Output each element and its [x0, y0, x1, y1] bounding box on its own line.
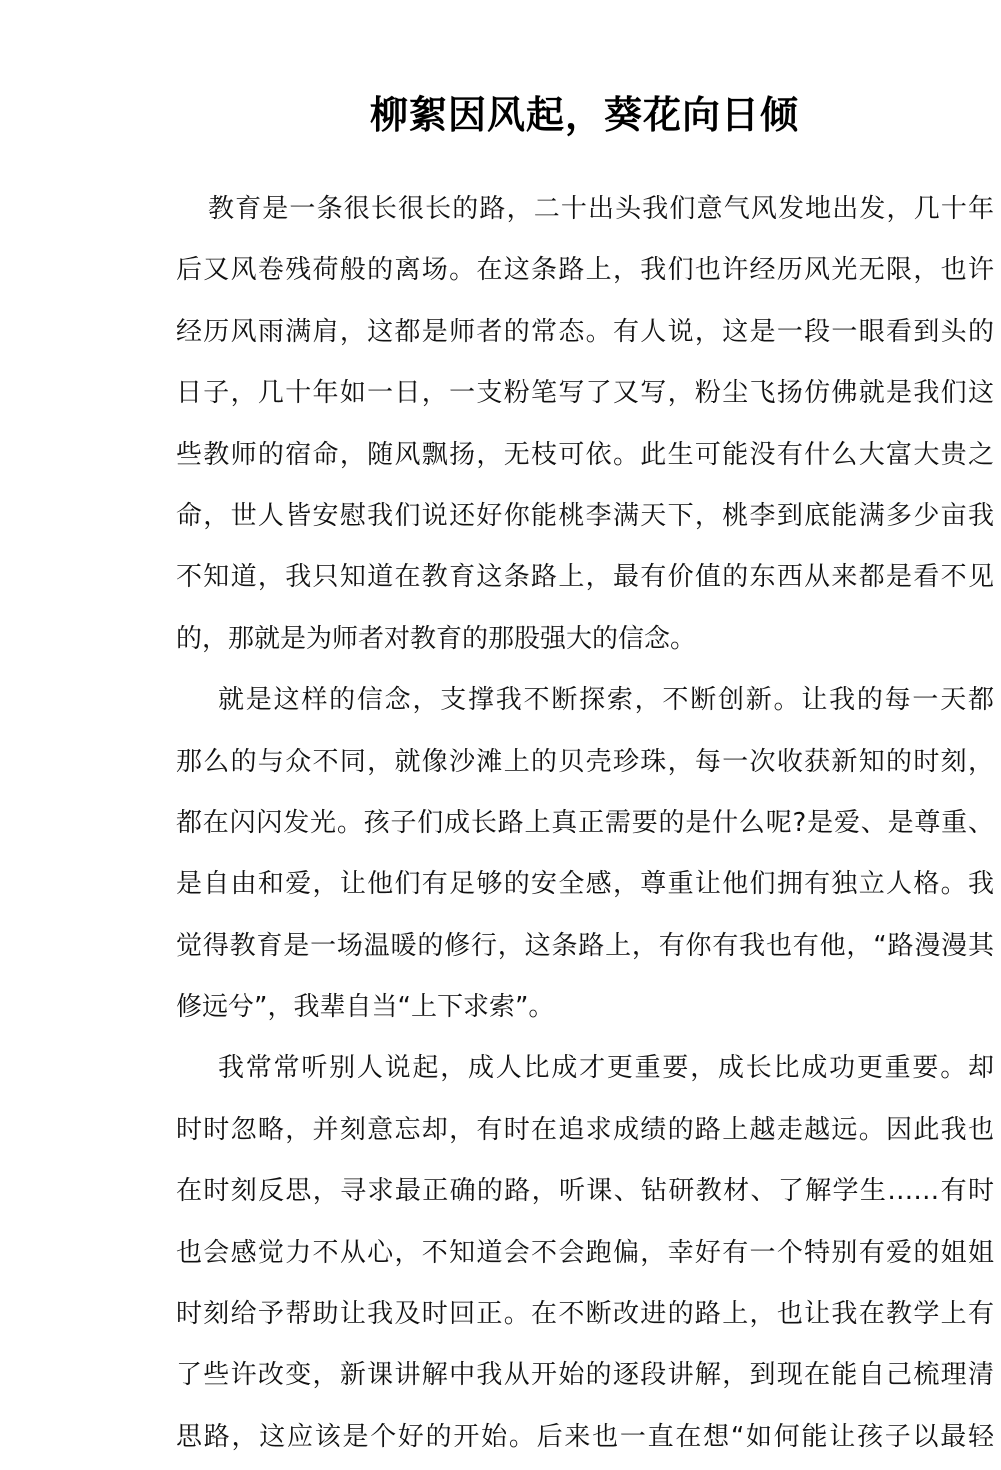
paragraph-line: 些教师的宿命，随风飘扬，无枝可依。此生可能没有什么大富大贵之 [176, 439, 994, 470]
paragraph-line: 是自由和爱，让他们有足够的安全感，尊重让他们拥有独立人格。我 [176, 869, 994, 900]
paragraph-line: 经历风雨满肩，这都是师者的常态。有人说，这是一段一眼看到头的 [176, 316, 994, 347]
paragraph-line: 那么的与众不同，就像沙滩上的贝壳珍珠，每一次收获新知的时刻， [176, 746, 994, 777]
paragraph-3 [176, 1040, 994, 1470]
paragraph-line: 时时忽略，并刻意忘却，有时在追求成绩的路上越走越远。因此我也 [176, 1114, 994, 1145]
paragraph-line: 命，世人皆安慰我们说还好你能桃李满天下，桃李到底能满多少亩我 [176, 500, 994, 531]
document-title: 柳絮因风起，葵花向日倾 [369, 93, 799, 137]
paragraph-line: 都在闪闪发光。孩子们成长路上真正需要的是什么呢?是爱、是尊重、 [176, 807, 994, 838]
paragraph-line: 在时刻反思，寻求最正确的路，听课、钻研教材、了解学生……有时 [176, 1176, 994, 1207]
paragraph-line: 教育是一条很长很长的路，二十出头我们意气风发地出发，几十年 [208, 194, 994, 224]
paragraph-line: 思路，这应该是个好的开始。后来也一直在想“如何能让孩子以最轻 [176, 1421, 994, 1452]
paragraph-1 [176, 181, 994, 672]
paragraph-line: 也会感觉力不从心，不知道会不会跑偏，幸好有一个特别有爱的姐姐 [176, 1237, 994, 1268]
paragraph-2 [176, 672, 994, 1040]
paragraph-line: 修远兮”，我辈自当“上下求索”。 [176, 992, 555, 1023]
paragraph-line: 我常常听别人说起，成人比成才更重要，成长比成功更重要。却 [218, 1053, 994, 1084]
paragraph-line: 日子，几十年如一日，一支粉笔写了又写，粉尘飞扬仿佛就是我们这 [176, 378, 994, 409]
paragraph-line: 就是这样的信念，支撑我不断探索，不断创新。让我的每一天都 [218, 685, 994, 716]
paragraph-line: 不知道，我只知道在教育这条路上，最有价值的东西从来都是看不见 [176, 562, 994, 593]
paragraph-line: 觉得教育是一场温暖的修行，这条路上，有你有我也有他，“路漫漫其 [176, 930, 994, 961]
document-body [176, 181, 994, 1470]
paragraph-line: 的，那就是为师者对教育的那股强大的信念。 [176, 623, 697, 654]
paragraph-line: 了些许改变，新课讲解中我从开始的逐段讲解，到现在能自己梳理清 [176, 1360, 994, 1391]
paragraph-line: 时刻给予帮助让我及时回正。在不断改进的路上，也让我在教学上有 [176, 1299, 994, 1330]
paragraph-line: 后又风卷残荷般的离场。在这条路上，我们也许经历风光无限，也许 [176, 255, 994, 286]
